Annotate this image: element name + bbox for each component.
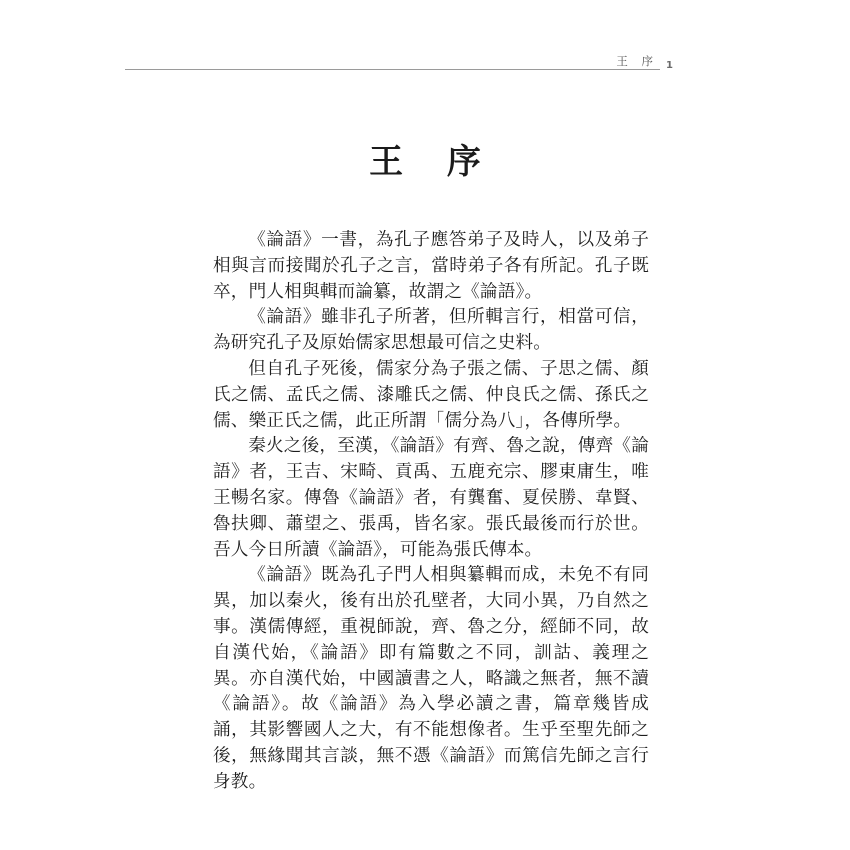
running-head-title: 王 序 — [616, 53, 658, 68]
paragraph: 秦火之後，至漢，《論語》有齊、魯之說，傳齊《論語》者，王吉、宋畸、貢禹、五鹿充宗、膠東庸生，唯王暢名家。傳魯《論語》者，有龔奮、夏侯勝、韋賢、魯扶卿、蕭望之、張禹，皆名家。張氏最後而行於世。吾人今日所讀《論語》，可能為張氏傳本。 — [213, 436, 649, 560]
paragraph: 《論語》既為孔子門人相與纂輯而成，未免不有同異，加以秦火，後有出於孔壁者，大同小異，乃自然之事。漢儒傳經，重視師說，齊、魯之分，經師不同，故自漢代始，《論語》即有篇數之不同，訓詁、義理之異。亦自漢代始，中國讀書之人，略識之無者，無不讀《論語》。故《論語》為入學必讀之書，篇章幾皆成誦，其影響國人之大，有不能想像者。生乎至聖先師之後，無緣聞其言談，無不憑《論語》而篤信先師之言行身教。 — [213, 565, 649, 792]
running-head-rule — [125, 69, 660, 70]
page-title: 王 序 — [369, 141, 497, 182]
body-text — [213, 228, 649, 796]
running-head — [125, 48, 673, 71]
paragraph: 但自孔子死後，儒家分為子張之儒、子思之儒、顏氏之儒、孟氏之儒、漆雕氏之儒、仲良氏之儒、孫氏之儒、樂正氏之儒，此正所謂「儒分為八」，各傳所學。 — [213, 358, 649, 431]
paragraph: 《論語》一書，為孔子應答弟子及時人，以及弟子相與言而接聞於孔子之言，當時弟子各有所記。孔子既卒，門人相與輯而論纂，故謂之《論語》。 — [213, 230, 649, 302]
page-number: 1 — [666, 60, 673, 71]
paragraph: 《論語》雖非孔子所著，但所輯言行，相當可信，為研究孔子及原始儒家思想最可信之史料。 — [213, 307, 649, 354]
